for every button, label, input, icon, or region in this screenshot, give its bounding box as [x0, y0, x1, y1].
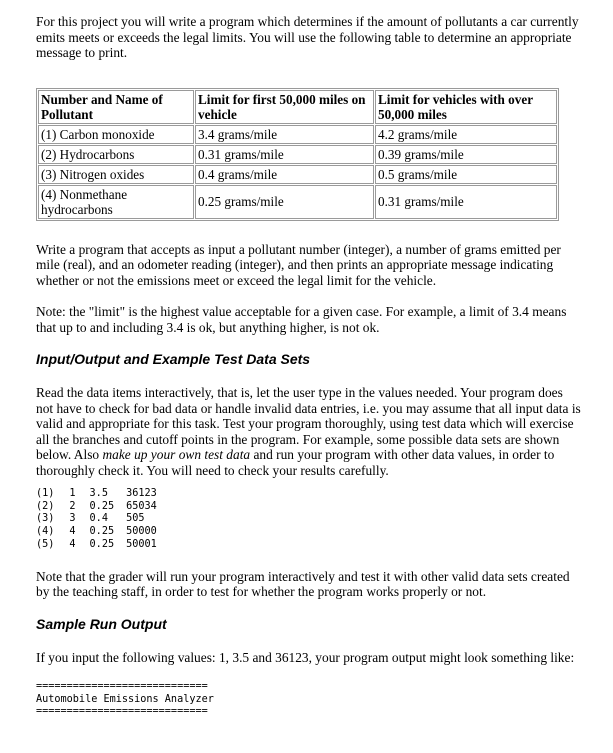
grams-value: 0.25 [89, 500, 115, 512]
odometer-value: 65034 [126, 500, 157, 512]
data-set-row [36, 488, 157, 501]
intro-paragraph: For this project you will write a program which determines if the amount of pollutants a car currently emits meets or exceeds the legal limits. You will use the following table to determine an appropriate message to print. [36, 14, 579, 60]
odometer-value: 50000 [126, 526, 157, 538]
data-set-id: (5) [36, 538, 55, 550]
sample-output-title: Automobile Emissions Analyzer [36, 693, 214, 705]
table-cell: 0.39 grams/mile [375, 145, 557, 164]
data-set-id: (4) [36, 526, 55, 538]
read-text-italic: make up your own test data [102, 447, 251, 462]
document-page [36, 14, 581, 719]
sample-input-paragraph: If you input the following values: 1, 3.5 and 36123, your program output might look something like: [36, 649, 575, 665]
odometer-value: 50001 [126, 538, 157, 550]
read-text-a: Read the data items interactively, that is, let the user type in the values needed. Your program does not have to check for bad data or handle invalid data entries, i.e. you may assume that all input data is valid and appropriate for this task. Test your program thoroughly, using test data which will exercise all the branches and cutoff points in the program. For example, some possible data sets are shown below. Also [36, 385, 581, 462]
header-pollutant: Number and Name of Pollutant [38, 90, 194, 124]
data-set-row [36, 501, 157, 514]
pollutant-limits-table [36, 88, 559, 221]
table-cell: (2) Hydrocarbons [38, 145, 194, 164]
sample-run-heading: Sample Run Output [36, 615, 167, 632]
table-cell: 0.5 grams/mile [375, 165, 557, 184]
sample-output-rule: ============================ [36, 706, 208, 718]
io-heading: Input/Output and Example Test Data Sets [36, 351, 311, 367]
pollutant-number: 4 [69, 538, 76, 550]
pollutant-number: 3 [69, 513, 76, 525]
data-set-id: (3) [36, 513, 55, 525]
read-data-paragraph [36, 385, 581, 478]
header-limit-over-50k: Limit for vehicles with over 50,000 miles [375, 90, 557, 124]
table-cell: 3.4 grams/mile [195, 125, 374, 144]
table-row [38, 145, 557, 164]
odometer-value: 505 [126, 513, 145, 525]
grams-value: 0.25 [89, 538, 115, 550]
table-header-row [38, 90, 557, 124]
grader-note-paragraph: Note that the grader will run your program interactively and test it with other valid data sets created by the teaching staff, in order to test for whether the program works properly or not. [36, 568, 570, 600]
data-set-row [36, 526, 157, 539]
header-limit-under-50k: Limit for first 50,000 miles on vehicle [195, 90, 374, 124]
table-cell: (4) Nonmethane hydrocarbons [38, 185, 194, 219]
example-data-sets [36, 488, 157, 552]
grams-value: 3.5 [89, 488, 108, 499]
pollutant-number: 4 [69, 526, 76, 538]
table-row [38, 185, 557, 219]
write-program-paragraph: Write a program that accepts as input a pollutant number (integer), a number of grams emitted per mile (real), and an odometer reading (integer), and then prints an appropriate message indicating whether or not the emissions meet or exceed the legal limit for the vehicle. [36, 241, 561, 288]
data-set-id: (2) [36, 500, 55, 512]
table-cell: 0.31 grams/mile [195, 145, 374, 164]
table-row [38, 165, 557, 184]
grams-value: 0.4 [89, 513, 108, 525]
table-cell: 0.4 grams/mile [195, 165, 374, 184]
table-cell: (3) Nitrogen oxides [38, 165, 194, 184]
grams-value: 0.25 [89, 526, 115, 538]
table-row [38, 125, 557, 144]
table-cell: 0.31 grams/mile [375, 185, 557, 219]
pollutant-number: 2 [69, 500, 76, 512]
data-set-id: (1) [36, 488, 55, 499]
sample-output-rule: ============================ [36, 681, 208, 693]
data-set-row [36, 513, 157, 526]
sample-output-block [36, 681, 581, 719]
table-cell: 0.25 grams/mile [195, 185, 374, 219]
limit-note-paragraph: Note: the "limit" is the highest value acceptable for a given case. For example, a limit of 3.4 means that up to and including 3.4 is ok, but anything higher, is not ok. [36, 304, 567, 335]
table-cell: 4.2 grams/mile [375, 125, 557, 144]
read-text-b: and run your program with other data values, in order to thoroughly check it. You will need to check your results carefully. [36, 447, 555, 478]
odometer-value: 36123 [126, 488, 157, 499]
table-cell: (1) Carbon monoxide [38, 125, 194, 144]
data-set-row [36, 539, 157, 552]
pollutant-number: 1 [69, 488, 76, 499]
